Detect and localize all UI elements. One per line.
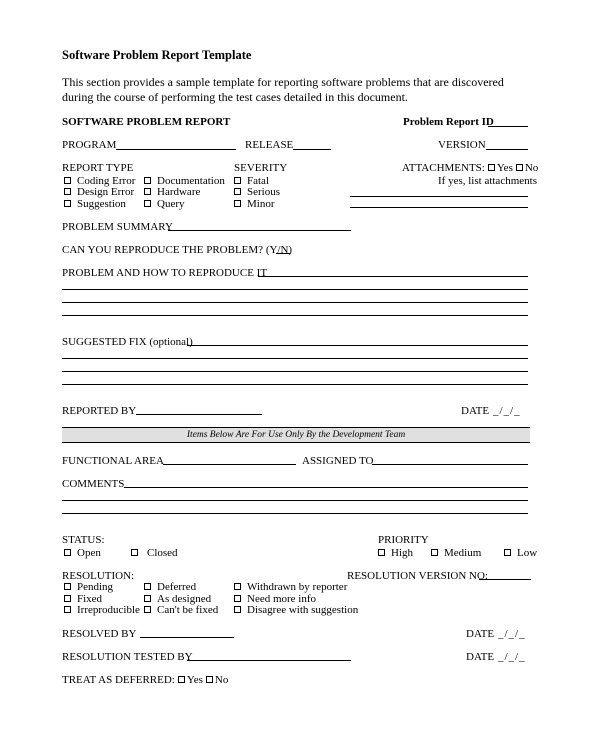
- checkbox[interactable]: [144, 595, 151, 602]
- resolution-option[interactable]: Pending: [64, 582, 113, 593]
- checkbox[interactable]: [144, 188, 151, 195]
- checkbox[interactable]: [234, 595, 241, 602]
- report-type-option[interactable]: Suggestion: [64, 199, 126, 210]
- suggested-fix-line[interactable]: [62, 358, 528, 359]
- suggested-fix-line[interactable]: [62, 371, 528, 372]
- dev-team-band: [62, 427, 530, 443]
- checkbox[interactable]: [144, 177, 151, 184]
- resolution-version-label: RESOLUTION VERSION NO:: [347, 570, 488, 582]
- comments-label: COMMENTS: [62, 478, 125, 490]
- date-field[interactable]: _/_/_: [493, 405, 521, 417]
- checkbox[interactable]: [378, 549, 385, 556]
- report-type-option[interactable]: Design Error: [64, 187, 134, 198]
- treat-as-deferred-row: TREAT AS DEFERRED: Yes No: [62, 674, 229, 686]
- report-type-option[interactable]: Coding Error: [64, 176, 135, 187]
- how-to-reproduce-line[interactable]: [62, 315, 528, 316]
- report-type-option[interactable]: Query: [144, 199, 185, 210]
- deferred-no-checkbox[interactable]: [206, 676, 213, 683]
- resolution-option[interactable]: Fixed: [64, 594, 102, 605]
- severity-label: SEVERITY: [234, 162, 288, 174]
- status-option[interactable]: Open: [64, 548, 101, 559]
- program-field[interactable]: [116, 149, 236, 150]
- priority-option[interactable]: Low: [504, 548, 537, 559]
- tested-date-field[interactable]: _/_/_: [498, 651, 526, 663]
- severity-option[interactable]: Fatal: [234, 176, 269, 187]
- priority-label: PRIORITY: [378, 534, 429, 546]
- attachments-yes-checkbox[interactable]: [488, 164, 495, 171]
- functional-area-field[interactable]: [163, 464, 296, 465]
- reported-by-field[interactable]: [136, 414, 262, 415]
- functional-area-label: FUNCTIONAL AREA: [62, 455, 164, 467]
- intro-line-1: This section provides a sample template for reporting software problems that are discovered: [62, 75, 504, 89]
- resolution-option[interactable]: Deferred: [144, 582, 196, 593]
- suggested-fix-line[interactable]: [62, 384, 528, 385]
- attachments-line[interactable]: [350, 207, 528, 208]
- report-type-option[interactable]: Hardware: [144, 187, 200, 198]
- resolved-by-label: RESOLVED BY: [62, 628, 137, 640]
- comments-line[interactable]: [62, 513, 528, 514]
- report-id-field[interactable]: [488, 126, 528, 127]
- checkbox[interactable]: [64, 188, 71, 195]
- checkbox[interactable]: [131, 549, 138, 556]
- report-id-label: Problem Report ID: [403, 116, 494, 128]
- priority-option[interactable]: Medium: [431, 548, 481, 559]
- checkbox[interactable]: [234, 188, 241, 195]
- attachments-line[interactable]: [350, 196, 528, 197]
- checkbox[interactable]: [64, 177, 71, 184]
- attachments-note: If yes, list attachments: [438, 175, 537, 187]
- resolution-tested-by-field[interactable]: [187, 660, 351, 661]
- report-type-label: REPORT TYPE: [62, 162, 134, 174]
- resolution-tested-by-label: RESOLUTION TESTED BY: [62, 651, 193, 663]
- comments-field[interactable]: [124, 487, 528, 488]
- checkbox[interactable]: [144, 606, 151, 613]
- resolution-version-field[interactable]: [479, 579, 531, 580]
- checkbox[interactable]: [64, 606, 71, 613]
- checkbox[interactable]: [234, 200, 241, 207]
- comments-line[interactable]: [62, 500, 528, 501]
- report-type-option[interactable]: Documentation: [144, 176, 225, 187]
- resolution-option[interactable]: Disagree with suggestion: [234, 605, 358, 616]
- checkbox[interactable]: [234, 606, 241, 613]
- resolution-label: RESOLUTION:: [62, 570, 135, 582]
- problem-summary-field[interactable]: [168, 230, 351, 231]
- program-label: PROGRAM: [62, 139, 117, 151]
- resolution-option[interactable]: Need more info: [234, 594, 316, 605]
- resolution-option[interactable]: Irreproducible: [64, 605, 140, 616]
- reproduce-field[interactable]: [276, 253, 290, 254]
- attachments-no-checkbox[interactable]: [516, 164, 523, 171]
- tested-date-label: DATE: [466, 651, 495, 663]
- checkbox[interactable]: [504, 549, 511, 556]
- reproduce-label: CAN YOU REPRODUCE THE PROBLEM? (Y/N): [62, 244, 293, 256]
- severity-option[interactable]: Minor: [234, 199, 275, 210]
- resolved-date-field[interactable]: _/_/_: [498, 628, 526, 640]
- release-label: RELEASE: [245, 139, 294, 151]
- problem-summary-label: PROBLEM SUMMARY: [62, 221, 173, 233]
- reported-by-label: REPORTED BY: [62, 405, 137, 417]
- resolution-option[interactable]: As designed: [144, 594, 211, 605]
- checkbox[interactable]: [64, 549, 71, 556]
- dev-team-band-text: Items Below Are For Use Only By the Development Team: [186, 430, 406, 440]
- resolution-option[interactable]: Can't be fixed: [144, 605, 218, 616]
- severity-option[interactable]: Serious: [234, 187, 280, 198]
- intro-line-2: during the course of performing the test cases detailed in this document.: [62, 90, 408, 104]
- how-to-reproduce-label: PROBLEM AND HOW TO REPRODUCE IT: [62, 267, 268, 279]
- checkbox[interactable]: [64, 595, 71, 602]
- resolution-option[interactable]: Withdrawn by reporter: [234, 582, 347, 593]
- attachments-row: ATTACHMENTS: Yes No: [402, 162, 539, 174]
- form-heading: SOFTWARE PROBLEM REPORT: [62, 116, 231, 128]
- suggested-fix-label: SUGGESTED FIX (optional): [62, 336, 193, 348]
- resolved-date-label: DATE: [466, 628, 495, 640]
- how-to-reproduce-line[interactable]: [62, 302, 528, 303]
- checkbox[interactable]: [144, 583, 151, 590]
- checkbox[interactable]: [234, 177, 241, 184]
- release-field[interactable]: [293, 149, 331, 150]
- suggested-fix-field[interactable]: [187, 345, 528, 346]
- version-field[interactable]: [486, 149, 528, 150]
- status-label: STATUS:: [62, 534, 105, 546]
- version-label: VERSION: [438, 139, 486, 151]
- checkbox[interactable]: [234, 583, 241, 590]
- checkbox[interactable]: [64, 200, 71, 207]
- resolved-by-field[interactable]: [140, 637, 234, 638]
- assigned-to-field[interactable]: [372, 464, 528, 465]
- status-option[interactable]: Closed: [131, 548, 178, 559]
- checkbox[interactable]: [431, 549, 438, 556]
- priority-option[interactable]: High: [378, 548, 413, 559]
- how-to-reproduce-line[interactable]: [62, 289, 528, 290]
- date-label: DATE: [461, 405, 490, 417]
- checkbox[interactable]: [64, 583, 71, 590]
- assigned-to-label: ASSIGNED TO: [302, 455, 374, 467]
- page-title: Software Problem Report Template: [62, 48, 252, 62]
- deferred-yes-checkbox[interactable]: [178, 676, 185, 683]
- how-to-reproduce-field[interactable]: [258, 276, 528, 277]
- checkbox[interactable]: [144, 200, 151, 207]
